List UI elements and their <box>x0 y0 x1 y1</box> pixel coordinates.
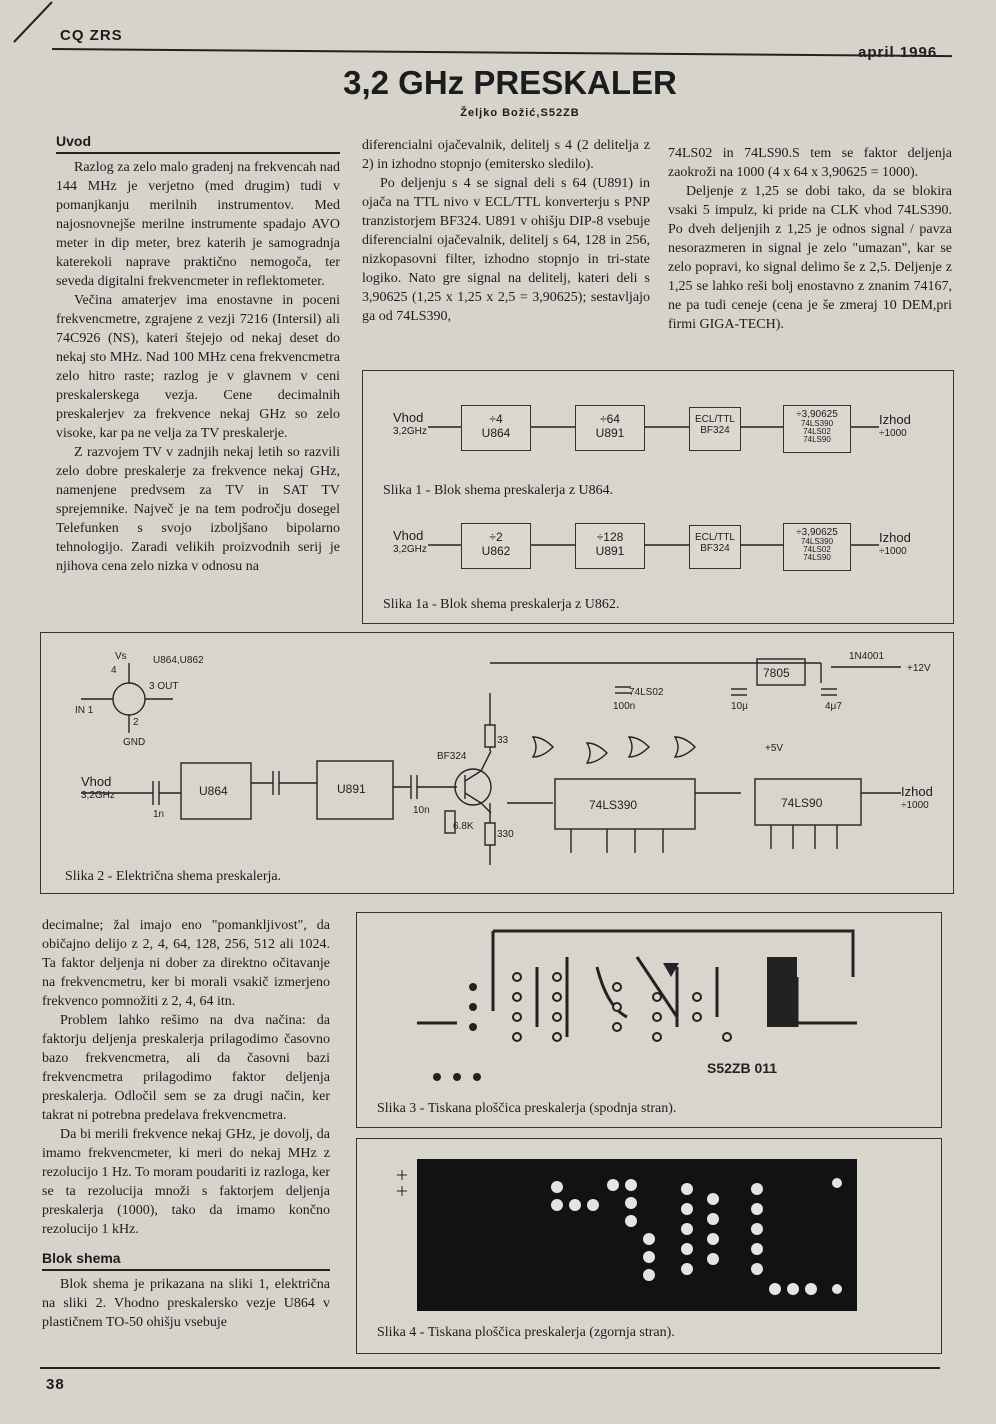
pcb-top-drawing <box>417 1159 857 1311</box>
output-div: ÷1000 <box>879 428 907 439</box>
c2-label: 10n <box>413 805 430 816</box>
paragraph: Deljenje z 1,25 se dobi tako, da se blokira vsaki 5 impulz, ki pride na CLK vhod 74LS390. Po dveh deljenjih z 1,25 je odnos signal / pavza nesorazmeren in signal je zelo "umazan", kar se zelo popravi, ko signal delimo še z 2,5. Deljenje z 1,25 se lahko reši bolj enostavno z znanim 74167, ne pa tudi ceneje (cena je še zmeraj 10 DEM,pri firmi GIGA-TECH). <box>668 184 952 332</box>
article-author: Željko Božić,S52ZB <box>460 107 580 119</box>
fig2-input-label <box>81 775 115 803</box>
block-chip: 74LS390 <box>800 419 834 428</box>
block-divider: ÷64 <box>600 412 620 426</box>
block-chip: U891 <box>595 544 625 558</box>
paragraph: 74LS02 in 74LS90.S tem se faktor deljenja zaokroži na 1000 (4 x 64 x 3,90625 = 1000). <box>668 146 952 180</box>
block-divider: ÷4 <box>489 412 503 426</box>
block-chip: 74LS90 <box>803 435 831 444</box>
pin-in-label: IN 1 <box>75 705 94 716</box>
pkg-label: U864,U862 <box>153 655 204 666</box>
column-bottom <box>42 916 330 1332</box>
transistor-label: BF324 <box>437 751 467 762</box>
output-text: Izhod <box>879 412 911 427</box>
block-label: ECL/TTL <box>694 532 735 543</box>
c3-label: 10μ <box>731 701 748 712</box>
figure-3-frame <box>356 912 942 1128</box>
column-2 <box>362 136 650 326</box>
schematic-drawing <box>41 633 953 893</box>
fig1a-block-u862 <box>461 523 531 569</box>
c5-label: 100n <box>613 701 636 712</box>
supply-label: +12V <box>907 663 931 674</box>
plus-marks <box>397 1169 409 1199</box>
article-title: 3,2 GHz PRESKALER <box>343 64 677 101</box>
paragraph: Da bi merili frekvence nekaj GHz, je dovolj, da imamo frekvencmeter, ki meri do nekaj MHz z rezolucijo 1 Hz. To moram poudariti iz razloga, ker se ta rezolucija množi s faktorjem deljenja preskalerja (1000), tako da imamo končno rezolucijo 1 kHz. <box>42 1127 330 1237</box>
fig1-block-u891 <box>575 405 645 451</box>
supply5-label: +5V <box>765 743 784 754</box>
paragraph: Večina amaterjev ima enostavne in poceni frekvencmetre, zgrajene z vezji 7216 (Intersil) ali 74C926 (NS), kateri štejejo od nekaj deset do nekaj sto MHz. Nad 100 MHz cena frekvencmetra zelo hitro raste; razlog je v glavnem v ceni preskalerskega vezja. Cene decimalnih preskalerjev za frekvence nekaj GHz so zelo visoke, kar pa ne velja za TV preskalerje. <box>56 293 340 441</box>
ic-74ls390-label: 74LS390 <box>589 798 638 812</box>
paragraph: Po deljenju s 4 se signal deli s 64 (U891) in ojača na TTL nivo v ECL/TTL konverterju s PNP tranzistorjem BF324. U891 v ohišju DIP-8 vsebuje diferencialni ojačevalnik, delitelj s 64, 128 in 256, nizkopasovni filter, izhodno stopnjo in tri-state logiko. Nato gre signal na delitelj, kateri deli s 3,90625 (1,25 x 1,25 x 2,5 = 3,90625); sestavljajo ga od 74LS390, <box>362 176 650 324</box>
input-text: Vhod <box>393 528 424 543</box>
fig1a-output-label <box>879 531 911 559</box>
output-div: ÷1000 <box>901 800 929 811</box>
block-chip: BF324 <box>700 425 730 436</box>
fig1-block-divider-390625 <box>783 405 851 453</box>
output-div: ÷1000 <box>879 546 907 557</box>
figure-2-caption: Slika 2 - Električna shema preskalerja. <box>65 869 282 884</box>
paragraph: decimalne; žal imajo eno "pomankljivost", da običajno delijo z 2, 4, 64, 128, 256, 512 ali 1024. Ta faktor deljenja ni dober za direktno očitavanje na frekvencmetru, ker bi morali vsakič izmerjeno frekvenco pomnožiti z 2, 4, 64 itn. <box>42 918 330 1009</box>
block-chip: 74LS02 <box>803 545 831 554</box>
ic-u864-label: U864 <box>199 784 228 798</box>
pin-gnd-label: GND <box>123 737 146 748</box>
output-text: Izhod <box>879 530 911 545</box>
journal-name: CQ ZRS <box>60 27 123 44</box>
issue-date: april 1996 <box>858 44 938 61</box>
column-3 <box>668 144 952 334</box>
ic-7805-label: 7805 <box>763 666 790 680</box>
block-chip: 74LS02 <box>803 427 831 436</box>
diode-label: 1N4001 <box>849 651 885 662</box>
fig1-output-label <box>879 413 911 441</box>
input-text: Vhod <box>393 410 424 425</box>
r2-label: 6.8K <box>453 821 474 832</box>
input-freq: 3,2GHz <box>81 790 115 801</box>
input-text: Vhod <box>81 774 112 789</box>
figure-1-frame <box>362 370 954 624</box>
figure-4-caption: Slika 4 - Tiskana ploščica preskalerja (zgornja stran). <box>377 1325 675 1340</box>
fig1-block-ecl-ttl <box>689 407 741 451</box>
input-freq: 3,2GHz <box>393 426 427 437</box>
fig1a-block-ecl-ttl <box>689 525 741 569</box>
figure-1a-caption: Slika 1a - Blok shema preskalerja z U862. <box>383 597 620 612</box>
section-heading-blok-shema: Blok shema <box>42 1249 330 1271</box>
figure-2-frame <box>40 632 954 894</box>
paragraph: Z razvojem TV v zadnjih nekaj letih so razvili zelo dobre preskalerje za frekvence nekaj GHz, namenjene predvsem za TV in SAT TV sprejemnike. Največ je na tem področju dosegel Telefunken s svojo izboljšano bipolarno tehnologijo. Zaradi velikih proizvodnih serij je njihova cena zelo nizka v odnosu na <box>56 445 340 574</box>
header-rule <box>52 48 952 57</box>
fig2-output-label <box>901 785 933 813</box>
footer-rule <box>40 1367 940 1369</box>
block-divider: ÷3,90625 <box>796 527 838 538</box>
input-freq: 3,2GHz <box>393 544 427 555</box>
block-divider: ÷2 <box>489 530 503 544</box>
fig1a-block-divider-390625 <box>783 523 851 571</box>
pin-2-label: 2 <box>133 717 139 728</box>
corner-mark <box>4 0 54 44</box>
block-divider: ÷128 <box>596 530 624 544</box>
c1-label: 1n <box>153 809 165 820</box>
block-divider: ÷3,90625 <box>796 409 838 420</box>
fig1-block-u864 <box>461 405 531 451</box>
section-heading-uvod: Uvod <box>56 132 340 154</box>
paragraph: diferencialni ojačevalnik, delitelj s 4 (2 delitelja z 2) in izhodno stopnjo (emitersko sledilo). <box>362 138 650 172</box>
block-chip: 74LS390 <box>800 537 834 546</box>
pin-out-label: 3 OUT <box>149 681 179 692</box>
c4-label: 4μ7 <box>825 701 842 712</box>
fig1-input-label <box>393 411 427 439</box>
ic-74ls02-label: 74LS02 <box>629 687 664 698</box>
block-chip: U864 <box>481 426 511 440</box>
ic-74ls90-label: 74LS90 <box>781 796 823 810</box>
pin-vs-label: Vs <box>115 651 127 662</box>
r3-label: 330 <box>497 829 514 840</box>
fig1a-input-label <box>393 529 427 557</box>
fig1a-block-u891 <box>575 523 645 569</box>
column-1 <box>56 132 340 576</box>
block-chip: U862 <box>481 544 511 558</box>
pin-4-label: 4 <box>111 665 117 676</box>
ic-u891-label: U891 <box>337 782 366 796</box>
paragraph: Razlog za zelo malo gradenj na frekvencah nad 144 MHz je verjetno (med drugim) tudi v pomanjkanju merilnih instrumentov. Med najosnovnejše merilne instrumente spadajo AVO meter in dip meter, brez katerih je samogradnja katerekoli naprave praktično nemogoča, ter seveda digitalni frekvencmeter in reflektometer. <box>56 160 340 289</box>
paragraph: Problem lahko rešimo na dva načina: da faktorju deljenja preskalerja prilagodimo časovno bazo frekvencmetra, ali da časovni bazi frekvencmetra prilagodimo faktor deljenja preskalerja. Odločil sem se za drugi način, ker takrat ni potrebna predelava frekvencmetra. <box>42 1013 330 1123</box>
page-number: 38 <box>46 1376 65 1393</box>
block-chip: BF324 <box>700 543 730 554</box>
figure-3-caption: Slika 3 - Tiskana ploščica preskalerja (spodnja stran). <box>377 1101 677 1116</box>
pcb-bottom-drawing <box>417 927 857 1087</box>
block-label: ECL/TTL <box>694 414 735 425</box>
figure-4-frame <box>356 1138 942 1354</box>
output-text: Izhod <box>901 784 933 799</box>
block-chip: U891 <box>595 426 625 440</box>
pcb-board-text: S52ZB 011 <box>707 1060 778 1076</box>
figure-1-caption: Slika 1 - Blok shema preskalerja z U864. <box>383 483 614 498</box>
r1-label: 33 <box>497 735 509 746</box>
block-chip: 74LS90 <box>803 553 831 562</box>
paragraph: Blok shema je prikazana na sliki 1, električna na sliki 2. Vhodno preskalersko vezje U864 v plastičnem TO-50 ohišju vsebuje <box>42 1277 330 1330</box>
